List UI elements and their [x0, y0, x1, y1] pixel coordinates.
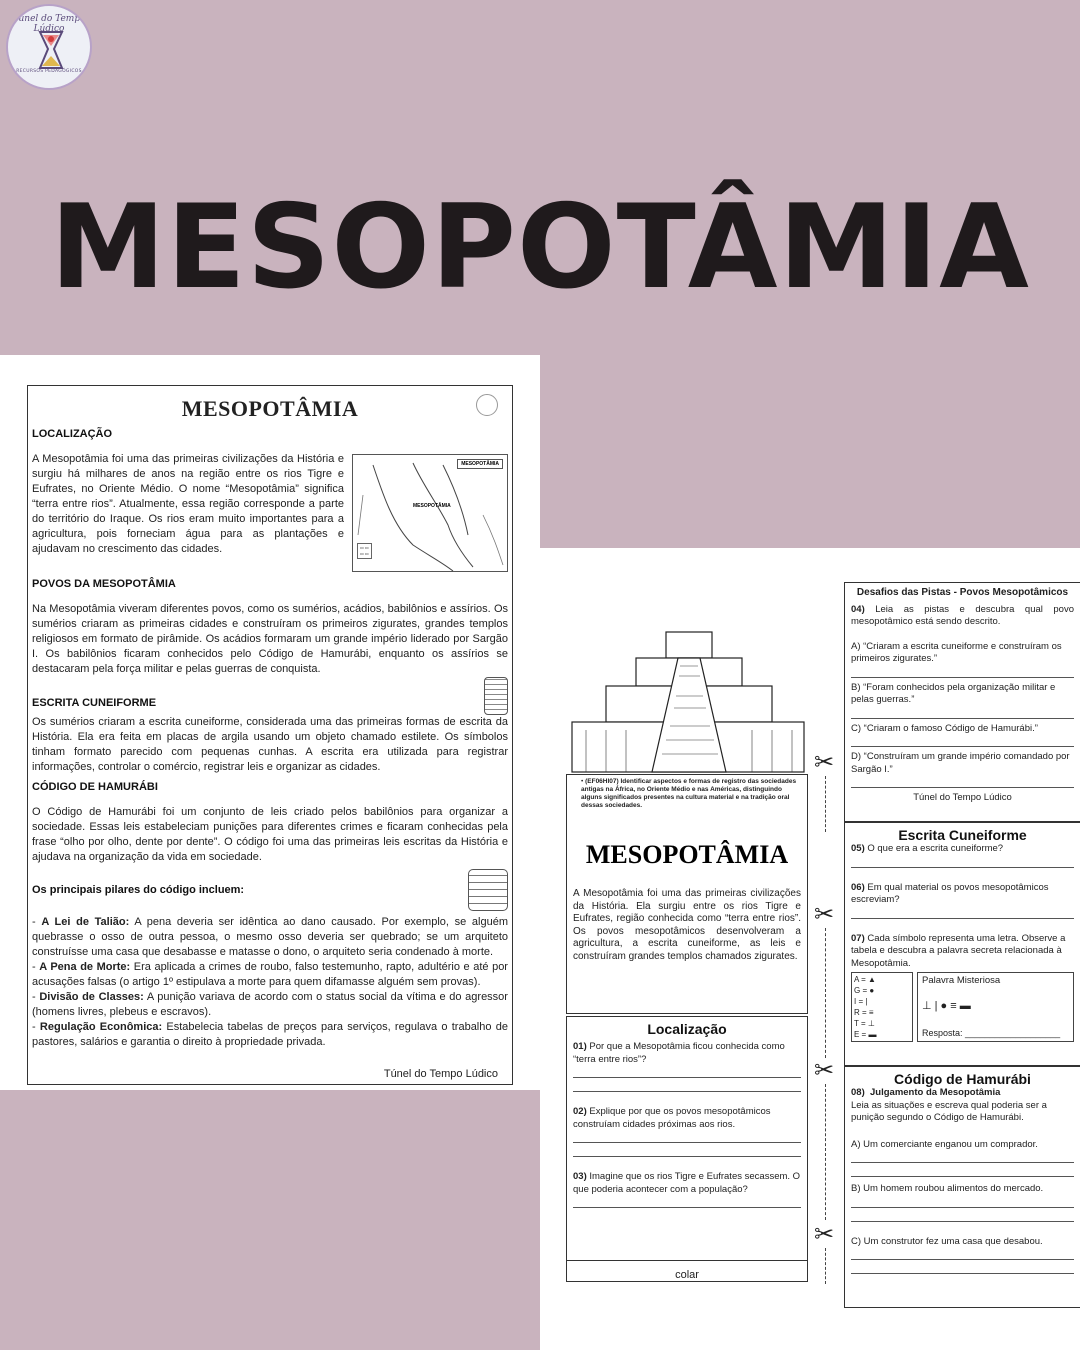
- map-label: MESOPOTÂMIA: [457, 459, 503, 469]
- right-worksheet-preview: [540, 548, 1080, 1350]
- situation-a: A) Um comerciante enganou um comprador.: [851, 1138, 1038, 1150]
- clue-a: A) “Criaram a escrita cuneiforme e construíram os primeiros zigurates.”: [851, 640, 1062, 664]
- scissors-icon: ✂: [814, 901, 835, 928]
- cut-line: [825, 1248, 826, 1284]
- paragraph-localizacao: A Mesopotâmia foi uma das primeiras civilizações da História e surgiu há milhares de anos na região entre os rios Tigre e Eufrates, no Oriente Médio. O nome “Mesopotâmia” significa “terra entre rios”. Atualmente, essa região corresponde a parte do território do Iraque. Os rios eram muito importantes para a agricultura, pois forneciam água para as plantações e ajudavam no crescimento das cidades.: [32, 453, 344, 555]
- mystery-symbols: ⊥ | ● ≡ ▬: [922, 999, 971, 1012]
- colar-strip: colar: [566, 1260, 808, 1282]
- page-title: MESOPOTÂMIA: [50, 180, 1030, 315]
- question-06: 06) Em qual material os povos mesopotâmicos escreviam?: [851, 881, 1049, 905]
- paragraph-escrita: Os sumérios criaram a escrita cuneiforme, considerada uma das primeiras formas de escrita da História. Ela era feita em placas de argila usando um objeto chamado estilete. Os símbolos tinham formato parecido com pequenas cunhas. A escrita era utilizada para registrar informações, controlar o comércio, registrar leis e organizar as cidades.: [32, 716, 508, 773]
- localizacao-title: Localização: [647, 1021, 727, 1037]
- answer-line[interactable]: [851, 1262, 1074, 1274]
- clue-d: D) “Construíram um grande império comandado por Sargão I.”: [851, 751, 1070, 775]
- situation-c: C) Um construtor fez uma casa que desabou.: [851, 1235, 1043, 1247]
- left-document-frame: [27, 385, 513, 1085]
- question-08-instructions: Leia as situações e escreva qual poderia ser a punição segundo o Código de Hamurábi.: [851, 1099, 1047, 1123]
- answer-line[interactable]: [573, 1131, 801, 1143]
- desafios-footer: Túnel do Tempo Lúdico: [913, 792, 1012, 803]
- question-03: 03) Imagine que os rios Tigre e Eufrates secassem. O que poderia acontecer com a população?: [573, 1171, 801, 1195]
- localizacao-card: [566, 1016, 808, 1264]
- left-document-preview: [0, 355, 540, 1090]
- answer-line[interactable]: [851, 666, 1074, 678]
- cut-line: [825, 1084, 826, 1220]
- question-01: 01) Por que a Mesopotâmia ficou conhecida como “terra entre rios”?: [573, 1041, 785, 1065]
- pilar-item: - A Lei de Talião: A pena deveria ser idêntica ao dano causado. Por exemplo, se alguém quebrasse o osso de outra pessoa, o mesmo osso deveria ser quebrado; se um arquiteto construísse uma casa que desabasse e matasse o dono, o arquiteto seria condenado à morte.: [32, 916, 508, 958]
- law-tablet-icon: [468, 869, 508, 911]
- answer-line[interactable]: [851, 735, 1074, 747]
- answer-line[interactable]: [573, 1196, 801, 1208]
- question-04: 04) Leia as pistas e descubra qual povo mesopotâmico está sendo descrito.: [851, 603, 1074, 627]
- intro-card: [566, 774, 808, 1014]
- pilar-item: - Regulação Econômica: Estabelecia tabelas de preços para serviços, regulava o trabalho de pastores, salários e garantia o direito à propriedade privada.: [32, 1021, 508, 1048]
- codigo-card: [844, 1066, 1080, 1308]
- section-heading-localizacao: LOCALIZAÇÃO: [32, 428, 113, 440]
- intro-text: A Mesopotâmia foi uma das primeiras civilizações da História. Ela surgiu entre os rios Tigre e Eufrates, região conhecida como “terra entre rios”. Os povos mesopotâmicos desenvolveram a agricultura, a escrita cuneiforme, as leis e construíram grandes templos chamados zigurates.: [573, 888, 801, 962]
- symbol-key-table: A = ▲ G = ● I = | R = ≡ T = ⊥ E = ▬: [851, 972, 913, 1042]
- answer-line[interactable]: [851, 1248, 1074, 1260]
- escrita-title: Escrita Cuneiforme: [898, 827, 1027, 843]
- paragraph-codigo: O Código de Hamurábi foi um conjunto de leis criado pelos babilônios para organizar a sociedade. Essas leis estabeleciam punições para diferentes crimes e ficaram conhecidas pela frase “olho por olho, dente por dente”. O código foi uma das primeiras leis escritas da História e ajudava na organização da vida em sociedade.: [32, 806, 508, 863]
- answer-line[interactable]: [851, 1165, 1074, 1177]
- answer-line[interactable]: [851, 1196, 1074, 1208]
- cuneiform-tablet-icon: [484, 677, 508, 715]
- answer-line[interactable]: [851, 1151, 1074, 1163]
- document-footer: Túnel do Tempo Lúdico: [383, 1068, 498, 1080]
- answer-line[interactable]: [851, 1210, 1074, 1222]
- pilar-item: - Divisão de Classes: A punição variava de acordo com o status social da vítima e do agressor (homens livres, plebeus e escravos).: [32, 991, 508, 1018]
- paragraph-povos: Na Mesopotâmia viveram diferentes povos, como os sumérios, acádios, babilônios e assírios. Os sumérios criaram as primeiras cidades e construíram os primeiros zigurates, grandes templos religiosos em formato de pirâmide. Os acádios formaram um grande império liderado por Sargão I. Os babilônios ficaram conhecidos pelo Código de Hamurábi, enquanto os assírios se destacaram pela força militar e pelas guerras de conquista.: [32, 603, 508, 675]
- map-rivers-icon: [353, 455, 509, 573]
- answer-line[interactable]: [573, 1066, 801, 1078]
- brand-logo: [6, 4, 92, 90]
- escrita-card: [844, 822, 1080, 1066]
- answer-line[interactable]: [851, 776, 1074, 788]
- document-title: MESOPOTÂMIA: [181, 396, 359, 421]
- answer-line[interactable]: [573, 1145, 801, 1157]
- scissors-icon: ✂: [814, 749, 835, 776]
- mini-logo-icon: [476, 394, 498, 416]
- scissors-icon: ✂: [814, 1057, 835, 1084]
- clue-c: C) “Criaram o famoso Código de Hamurábi.”: [851, 722, 1038, 734]
- logo-subtext: RECURSOS PEDAGÓGICOS: [16, 69, 82, 74]
- section-heading-povos: POVOS DA MESOPOTÂMIA: [32, 578, 176, 590]
- pilar-item: - A Pena de Morte: Era aplicada a crimes de roubo, falso testemunho, rapto, adultério e até por acusações falsas (o artigo 1º estipulava a morte para quem difamasse alguém sem provas).: [32, 961, 508, 988]
- clue-b: B) “Foram conhecidos pela organização militar e pelas guerras.”: [851, 681, 1056, 705]
- logo-text: Túnel do Tempo Lúdico: [12, 14, 86, 34]
- map-legend: ▭ ▭ ▭ ▭: [357, 543, 372, 559]
- cut-line: [825, 928, 826, 1058]
- answer-line[interactable]: [851, 907, 1074, 919]
- question-08: 08) Julgamento da Mesopotâmia: [851, 1087, 1001, 1098]
- question-05: 05) O que era a escrita cuneiforme?: [851, 843, 1004, 854]
- bncc-text: • (EF06HI07) Identificar aspectos e formas de registro das sociedades antigas na África, no Oriente Médio e nas Américas, distinguindo alguns significados presentes na cultura material e na tradição oral dessas sociedades.: [581, 778, 797, 809]
- desafios-card: [844, 582, 1080, 822]
- desafios-title: Desafios das Pistas - Povos Mesopotâmicos: [856, 587, 1069, 598]
- intro-title: MESOPOTÂMIA: [585, 840, 789, 869]
- section-heading-escrita: ESCRITA CUNEIFORME: [32, 697, 157, 709]
- codigo-title: Código de Hamurábi: [894, 1071, 1031, 1087]
- mystery-word-box: Palavra Misteriosa ⊥ | ● ≡ ▬ Resposta: ___________________: [917, 972, 1074, 1042]
- scissors-icon: ✂: [814, 1221, 835, 1248]
- mesopotamia-map: [352, 454, 508, 572]
- map-region-label: MESOPOTÂMIA: [413, 503, 451, 509]
- question-02: 02) Explique por que os povos mesopotâmicos construíam cidades próximas aos rios.: [573, 1106, 771, 1130]
- situation-b: B) Um homem roubou alimentos do mercado.: [851, 1183, 1044, 1194]
- pilares-heading: Os principais pilares do código incluem:: [32, 884, 245, 896]
- section-heading-codigo: CÓDIGO DE HAMURÁBI: [32, 781, 158, 793]
- answer-line[interactable]: [851, 856, 1074, 868]
- answer-field[interactable]: Resposta: ___________________: [922, 1027, 1061, 1038]
- answer-line[interactable]: [851, 707, 1074, 719]
- question-07: 07) Cada símbolo representa uma letra. Observe a tabela e descubra a palavra secreta relacionada à Mesopotâmia.: [851, 932, 1066, 969]
- ziggurat-illustration: [566, 626, 810, 774]
- cut-line: [825, 776, 826, 832]
- answer-line[interactable]: [573, 1080, 801, 1092]
